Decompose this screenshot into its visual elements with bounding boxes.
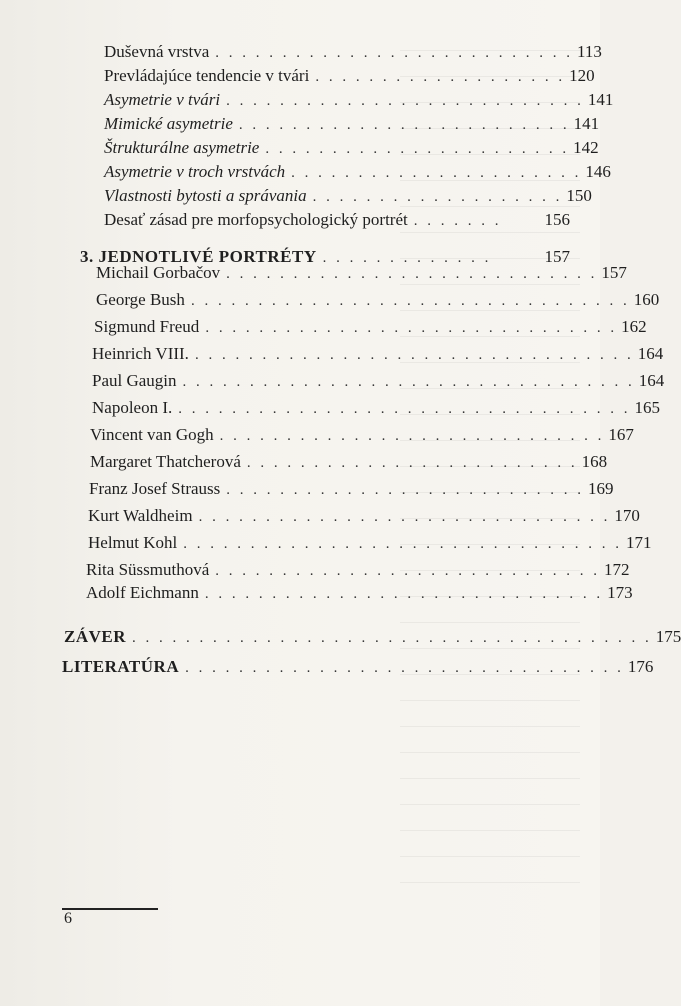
leader-dots: . . . . . . . . . . . . . . . . . . . . . . . . . . . . . . . . . . — [178, 401, 631, 417]
toc-entry-label: Mimické asymetrie — [104, 114, 233, 133]
portrait-name: Vincent van Gogh — [90, 425, 214, 444]
portrait-entry — [0, 479, 614, 503]
section-page: 176 — [627, 657, 654, 676]
toc-entry — [0, 138, 599, 162]
portrait-name: Michail Gorbačov — [96, 263, 221, 282]
leader-dots: . . . . . . . . . . . . . . . . . . . . . . . . . . . . . . . — [198, 509, 611, 525]
leader-dots: . . . . . . . . . . . . . . . . . . . . . . . . . . . — [226, 93, 584, 109]
toc-entry-page: 113 — [577, 42, 602, 61]
portrait-page: 162 — [621, 317, 647, 336]
section-heading-literatura — [0, 657, 654, 681]
leader-dots: . . . . . . . . . . . . . . . . . . . — [315, 69, 566, 85]
leader-dots: . . . . . . . . . . . . . . . . . . . . . . . . . — [238, 117, 570, 133]
leader-dots: . . . . . . . . . . . . . . . . . . . . . . . . . . . . . . . . . . . . . . . — [132, 630, 652, 646]
leader-dots: . . . . . . . . . . . . . . . . . . . . . . . . . . . . . . . . . — [194, 347, 634, 363]
portrait-name: Rita Süssmuthová — [86, 560, 210, 579]
portrait-entry — [0, 263, 627, 287]
portrait-page: 171 — [626, 533, 652, 552]
page-number: 6 — [64, 910, 72, 927]
section-title: 3. JEDNOTLIVÉ PORTRÉTY — [80, 247, 317, 266]
leader-dots: . . . . . . . . . . . . . . . . . . . . . . . . . . . . . — [219, 428, 605, 444]
portrait-page: 168 — [581, 452, 608, 471]
leader-dots: . . . . . . . . . . . . . . . . . . . . . . . . . . . — [226, 482, 585, 498]
portrait-name: Napoleon I. — [92, 398, 173, 417]
toc-entry-page: 156 — [544, 210, 570, 229]
portrait-page: 160 — [633, 290, 660, 309]
toc-entry-label: Duševná vrstva — [104, 42, 210, 61]
leader-dots: . . . . . . . — [413, 213, 502, 229]
leader-dots: . . . . . . . . . . . . . . . . . . . . . . . . . . . . . — [215, 563, 601, 579]
portrait-entry — [0, 317, 647, 341]
toc-entry-page: 146 — [585, 162, 611, 181]
section-title: ZÁVER — [64, 627, 127, 646]
leader-dots: . . . . . . . . . . . . . . . . . . . . . . . — [265, 141, 570, 157]
toc-entry-page: 141 — [587, 90, 614, 109]
toc-entry-label: Asymetrie v tvári — [104, 90, 221, 109]
leader-dots: . . . . . . . . . . . . . . . . . . . . . . . . . . . — [215, 45, 574, 61]
toc-entry-label: Prevládajúce tendencie v tvári — [104, 66, 310, 85]
portrait-name: Paul Gaugin — [92, 371, 177, 390]
portrait-name: Kurt Waldheim — [88, 506, 193, 525]
portrait-name: Sigmund Freud — [94, 317, 200, 336]
section-page: 157 — [544, 247, 570, 266]
portrait-entry — [0, 425, 634, 449]
leader-dots: . . . . . . . . . . . . . . . . . . . . . . . . . . . . . . . . . . — [182, 374, 635, 390]
portrait-name: Margaret Thatcherová — [90, 452, 241, 471]
leader-dots: . . . . . . . . . . . . . . . . . . . . . . . . . . . . . . . . . — [185, 660, 624, 676]
toc-entry — [0, 186, 592, 210]
leader-dots: . . . . . . . . . . . . . — [322, 250, 492, 266]
portrait-page: 173 — [607, 583, 633, 602]
toc-entry-page: 141 — [573, 114, 600, 133]
portrait-entry — [0, 583, 633, 607]
toc-entry-label: Desať zásad pre morfopsychologický portrét — [104, 210, 408, 229]
leader-dots: . . . . . . . . . . . . . . . . . . . . . . . . . . . . . . . . . — [190, 293, 630, 309]
portrait-page: 164 — [637, 344, 664, 363]
portrait-name: Franz Josef Strauss — [89, 479, 221, 498]
leader-dots: . . . . . . . . . . . . . . . . . . . . . . . . . — [246, 455, 578, 471]
leader-dots: . . . . . . . . . . . . . . . . . . . . . . — [291, 165, 582, 181]
portrait-name: Adolf Eichmann — [86, 583, 199, 602]
toc-entry-label: Štrukturálne asymetrie — [104, 138, 260, 157]
portrait-name: George Bush — [96, 290, 185, 309]
portrait-page: 167 — [608, 425, 634, 444]
leader-dots: . . . . . . . . . . . . . . . . . . . — [312, 189, 563, 205]
footer-rule — [62, 908, 158, 910]
portrait-page: 157 — [601, 263, 627, 282]
leader-dots: . . . . . . . . . . . . . . . . . . . . . . . . . . . . . . — [204, 586, 604, 602]
section-page: 175 — [655, 627, 681, 646]
toc-entry — [0, 210, 570, 234]
portrait-name: Heinrich VIII. — [92, 344, 189, 363]
section-heading-zaver — [0, 627, 681, 651]
portrait-page: 164 — [638, 371, 665, 390]
portrait-entry — [0, 533, 652, 557]
portrait-entry — [0, 560, 630, 584]
leader-dots: . . . . . . . . . . . . . . . . . . . . . . . . . . . . — [226, 266, 598, 282]
toc-entry — [0, 42, 602, 66]
portrait-entry — [0, 506, 640, 530]
portrait-name: Helmut Kohl — [88, 533, 178, 552]
leader-dots: . . . . . . . . . . . . . . . . . . . . . . . . . . . . . . . . . — [183, 536, 622, 552]
toc-entry — [0, 162, 611, 186]
section-title: LITERATÚRA — [62, 657, 180, 676]
toc-entry — [0, 66, 595, 90]
toc-entry — [0, 114, 600, 138]
portrait-entry — [0, 452, 608, 476]
portrait-page: 169 — [588, 479, 614, 498]
portrait-entry — [0, 344, 664, 368]
portrait-page: 172 — [604, 560, 630, 579]
portrait-entry — [0, 290, 660, 314]
toc-entry-page: 142 — [573, 138, 599, 157]
toc-entry-page: 120 — [569, 66, 595, 85]
toc-entry — [0, 90, 614, 114]
toc-entry-page: 150 — [566, 186, 592, 205]
toc-entry-label: Vlastnosti bytosti a správania — [104, 186, 307, 205]
portrait-page: 165 — [634, 398, 661, 417]
portrait-entry — [0, 371, 665, 395]
leader-dots: . . . . . . . . . . . . . . . . . . . . . . . . . . . . . . . — [205, 320, 618, 336]
toc-entry-label: Asymetrie v troch vrstvách — [104, 162, 286, 181]
portrait-entry — [0, 398, 661, 422]
portrait-page: 170 — [614, 506, 640, 525]
